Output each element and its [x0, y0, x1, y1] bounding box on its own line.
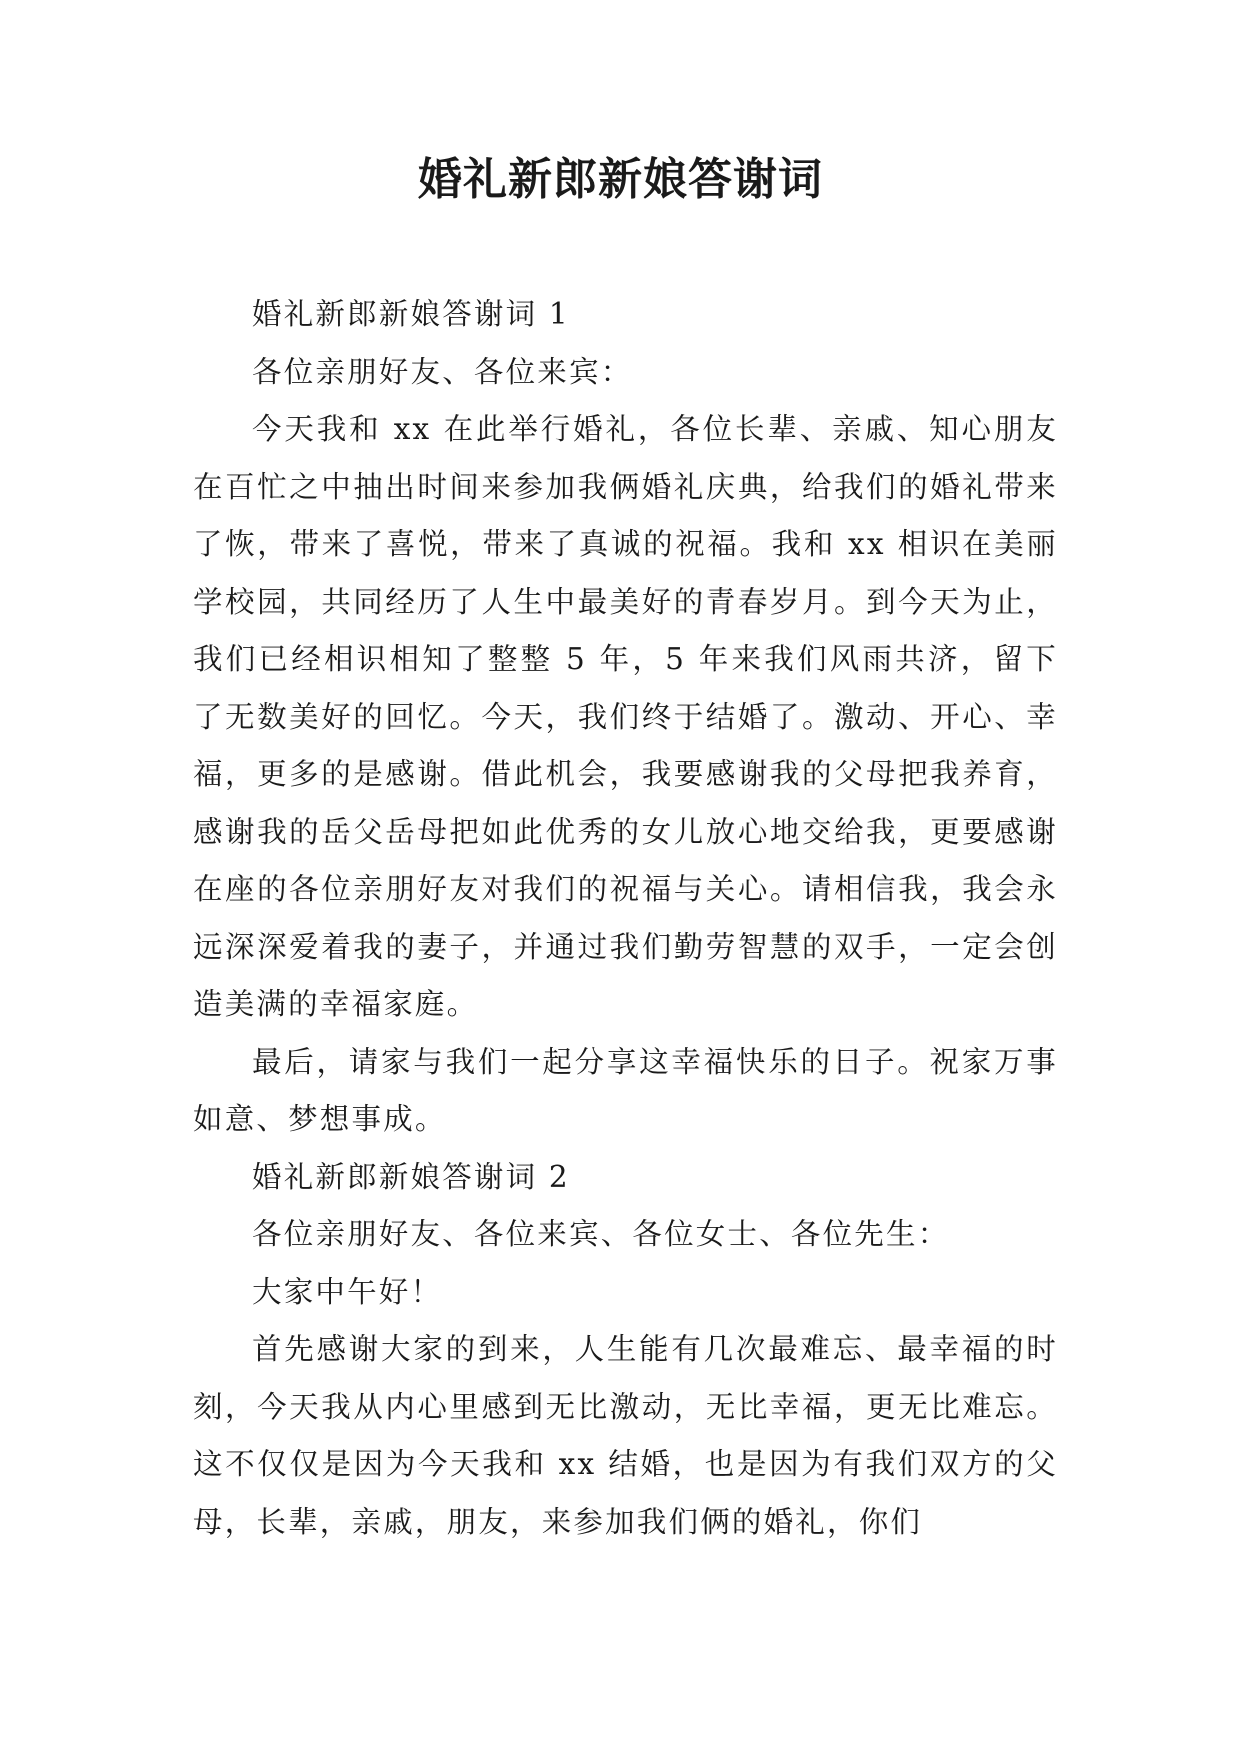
section-heading-1: 婚礼新郎新娘答谢词 1	[252, 297, 570, 331]
greeting-2: 大家中午好！	[252, 1274, 443, 1309]
section-heading-2: 婚礼新郎新娘答谢词 2	[252, 1159, 570, 1194]
body-paragraph-2: 首先感谢大家的到来，人生能有几次最难忘、最幸福的时刻，今天我从内心里感到无比激动，无比幸福，更无比难忘。这不仅仅是因为今天我和 xx 结婚，也是因为有我们双方的父母，长辈，亲戚，朋友，来参加我们俩的婚礼，你们	[193, 1332, 1058, 1539]
salutation-2: 各位亲朋好友、各位来宾、各位女士、各位先生：	[252, 1217, 950, 1251]
document-title: 婚礼新郎新娘答谢词	[418, 154, 823, 205]
salutation-1: 各位亲朋好友、各位来宾：	[252, 354, 633, 389]
document-body	[193, 286, 1058, 1551]
body-paragraph-1: 今天我和 xx 在此举行婚礼，各位长辈、亲戚、知心朋友在百忙之中抽出时间来参加我俩婚礼庆典，给我们的婚礼带来了恢，带来了喜悦，带来了真诚的祝福。我和 xx 相识在美丽学校园，共同经历了人生中最美好的青春岁月。到今天为止，我们已经相识相知了整整 5 年，5 年来我们风雨共济，留下了无数美好的回忆。今天，我们终于结婚了。激动、开心、幸福，更多的是感谢。借此机会，我要感谢我的父母把我养育，感谢我的岳父岳母把如此优秀的女儿放心地交给我，更要感谢在座的各位亲朋好友对我们的祝福与关心。请相信我，我会永远深深爱着我的妻子，并通过我们勤劳智慧的双手，一定会创造美满的幸福家庭。	[193, 412, 1058, 1021]
closing-paragraph-1: 最后，请家与我们一起分享这幸福快乐的日子。祝家万事如意、梦想事成。	[193, 1044, 1058, 1136]
